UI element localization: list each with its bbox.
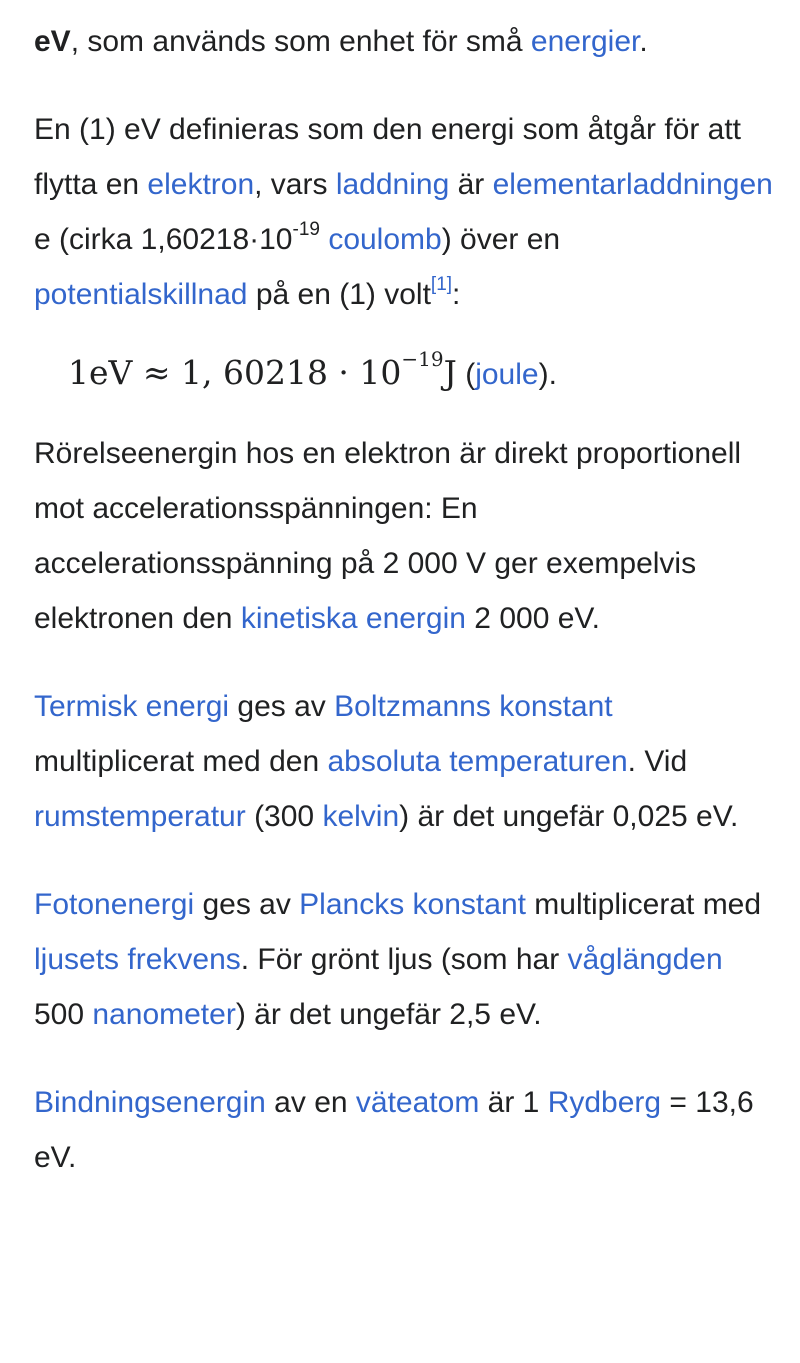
- link-absoluta-temperaturen[interactable]: absoluta temperaturen: [327, 745, 628, 778]
- link-elementarladdningen[interactable]: elementarladdningen: [492, 168, 773, 201]
- paragraph-definition: En (1) eV definieras som den energi som åtgår för att flytta en elektron, vars laddning är elementarladdningen e (cirka $1,60218\cdot 10^{-19}$ coulomb) över en potentialskillnad på en (1) volt[1]:: [34, 113, 773, 311]
- link-joule[interactable]: joule: [475, 358, 539, 391]
- link-elektron[interactable]: elektron: [147, 168, 255, 201]
- link-vateatom[interactable]: väteatom: [355, 1086, 480, 1119]
- link-termisk-energi[interactable]: Termisk energi: [34, 690, 230, 723]
- link-bindningsenergin[interactable]: Bindningsenergin: [34, 1086, 266, 1119]
- link-coulomb[interactable]: coulomb: [328, 223, 442, 256]
- link-potentialskillnad[interactable]: potentialskillnad: [34, 278, 248, 311]
- reference-link-1[interactable]: [1]: [430, 274, 453, 295]
- link-vaglangden[interactable]: våglängden: [567, 943, 723, 976]
- link-rumstemperatur[interactable]: rumstemperatur: [34, 800, 246, 833]
- paragraph-kinetic-energy: Rörelseenergin hos en elektron är direkt proportionell mot accelerationsspänningen: En accelerationsspänning på 2 000 V ger exempelvis elektronen den kinetiska energin 2 000 eV.: [34, 437, 742, 635]
- bold-term-ev: eV: [34, 25, 71, 58]
- paragraph-thermal-energy: Termisk energi ges av Boltzmanns konstant multiplicerat med den absoluta temperaturen. Vid rumstemperatur (300 kelvin) är det ungefär 0,025 eV.: [34, 690, 739, 833]
- formula-exponent: −19: [401, 347, 444, 371]
- paragraph-ev-intro: eV, som används som enhet för små energier.: [34, 25, 648, 58]
- link-energier[interactable]: energier: [530, 25, 640, 58]
- link-fotonenergi[interactable]: Fotonenergi: [34, 888, 195, 921]
- formula-ev-joule: 1eV ≈ 1, $60218 \cdot 10^{-19}J$ (joule).: [68, 347, 557, 392]
- paragraph-photon-energy: Fotonenergi ges av Plancks konstant multiplicerat med ljusets frekvens. För grönt ljus (som har våglängden 500 nanometer) är det ungefär 2,5 eV.: [34, 888, 762, 1031]
- paragraph-binding-energy: Bindningsenergin av en väteatom är 1 Rydberg = 13,6 eV.: [34, 1086, 754, 1174]
- link-kelvin[interactable]: kelvin: [322, 800, 400, 833]
- link-nanometer[interactable]: nanometer: [92, 998, 236, 1031]
- link-ljusets-frekvens[interactable]: ljusets frekvens: [34, 943, 241, 976]
- link-boltzmanns-konstant[interactable]: Boltzmanns konstant: [334, 690, 613, 723]
- link-kinetiska-energin[interactable]: kinetiska energin: [240, 602, 466, 635]
- link-plancks-konstant[interactable]: Plancks konstant: [299, 888, 526, 921]
- link-rydberg[interactable]: Rydberg: [547, 1086, 662, 1119]
- article-body: [34, 14, 774, 1218]
- exponent: -19: [292, 219, 320, 240]
- link-laddning[interactable]: laddning: [335, 168, 450, 201]
